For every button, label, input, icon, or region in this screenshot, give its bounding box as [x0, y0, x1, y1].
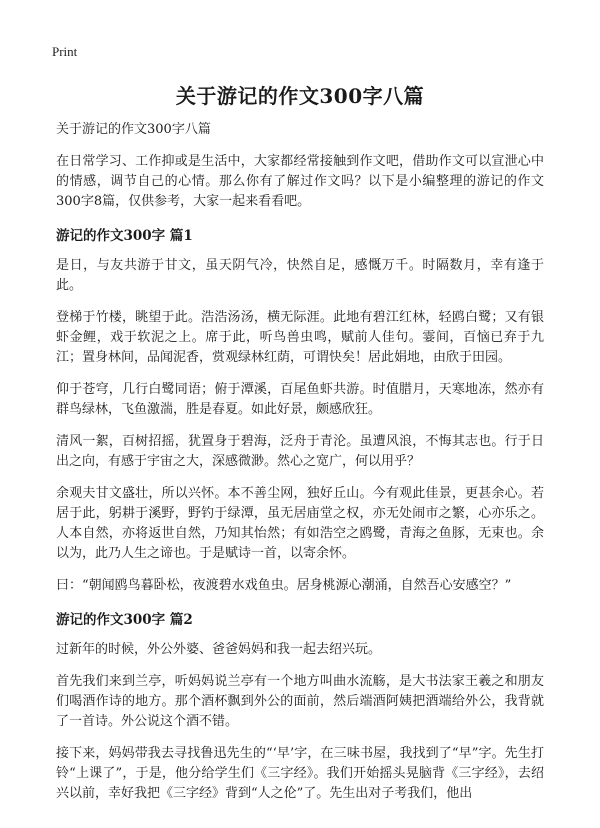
paragraph: 曰：“朝闻鸥鸟暮卧松，夜渡碧水戏鱼虫。居身桃源心潮涌，自然吾心安感空？” — [56, 578, 512, 593]
paragraph: 余观夫甘文盛壮，所以兴怀。本不善尘网，独好丘山。今有观此佳景，更甚余心。若居于此，躬耕于溪野，野钓于绿潭，虽无居庙堂之权，亦无处闹市之繁，心亦乐之。人本自然，亦将返世自然，乃知其怡然；有如浩空之鸥鹭，青海之鱼豚，无束也。余以为，此乃人生之谛也。于是赋诗一首，以寄余怀。 — [56, 486, 544, 561]
intro-paragraph: 在日常学习、工作抑或是生活中，大家都经常接触到作文吧，借助作文可以宣泄心中的情感，调节自己的心情。那么你有了解过作文吗？以下是小编整理的游记的作文300字8篇，仅供参考，大家一起来看看吧。 — [56, 154, 544, 209]
paragraph: 清风一絮，百树招摇，犹置身于碧海，泛舟于青沦。虽遭风浪，不悔其志也。行于日出之向，有感于宇宙之大，深感微渺。然心之宽广，何以用乎？ — [56, 434, 544, 469]
article-subtitle: 关于游记的作文300字八篇 — [56, 122, 211, 137]
paragraph: 登梯于竹楼，眺望于此。浩浩汤汤，横无际涯。此地有碧江红林，轻鸥白鹭；又有银虾金鲤，戏于软泥之上。席于此，听鸟兽虫鸣，赋前人佳句。霎间，百恼已弃于九江；置身林间，品闻泥香，赏观绿林红荫，可谓快矣！居此娟地，由欣于田园。 — [56, 310, 544, 365]
paragraph: 是日，与友共游于甘文，虽天阴气冷，快然自足，感慨万千。时隔数月，幸有逢于此。 — [56, 258, 544, 293]
print-link[interactable]: Print — [52, 44, 78, 59]
paragraph: 仰于苍穹，几行白鹭同语；俯于潭溪，百尾鱼虾共游。时值腊月，天寒地冻，然亦有群鸟绿林，飞鱼激湍，胜是春夏。如此好景，颇感欣狂。 — [56, 382, 544, 417]
paragraph: 接下来，妈妈带我去寻找鲁迅先生的“‘早’字，在三味书屋，我找到了“早”字。先生打铃“上课了”，于是，他分给学生们《三字经》。我们开始摇头晃脑背《三字经》，去绍兴以前，幸好我把《三字经》背到“人之伦”了。先生出对子考我们，他出 — [56, 746, 544, 801]
section-heading: 游记的作文300字 篇1 — [56, 228, 193, 244]
section-heading: 游记的作文300字 篇2 — [56, 612, 193, 628]
page-title: 关于游记的作文300字八篇 — [175, 84, 425, 108]
paragraph: 过新年的时候，外公外婆、爸爸妈妈和我一起去绍兴玩。 — [56, 642, 382, 657]
paragraph: 首先我们来到兰亭，听妈妈说兰亭有一个地方叫曲水流觞，是大书法家王羲之和朋友们喝酒作诗的地方。那个酒杯飘到外公的面前，然后端酒阿姨把酒端给外公，我背就了一首诗。外公说这个酒不错。 — [56, 674, 544, 729]
article-body — [56, 120, 544, 816]
